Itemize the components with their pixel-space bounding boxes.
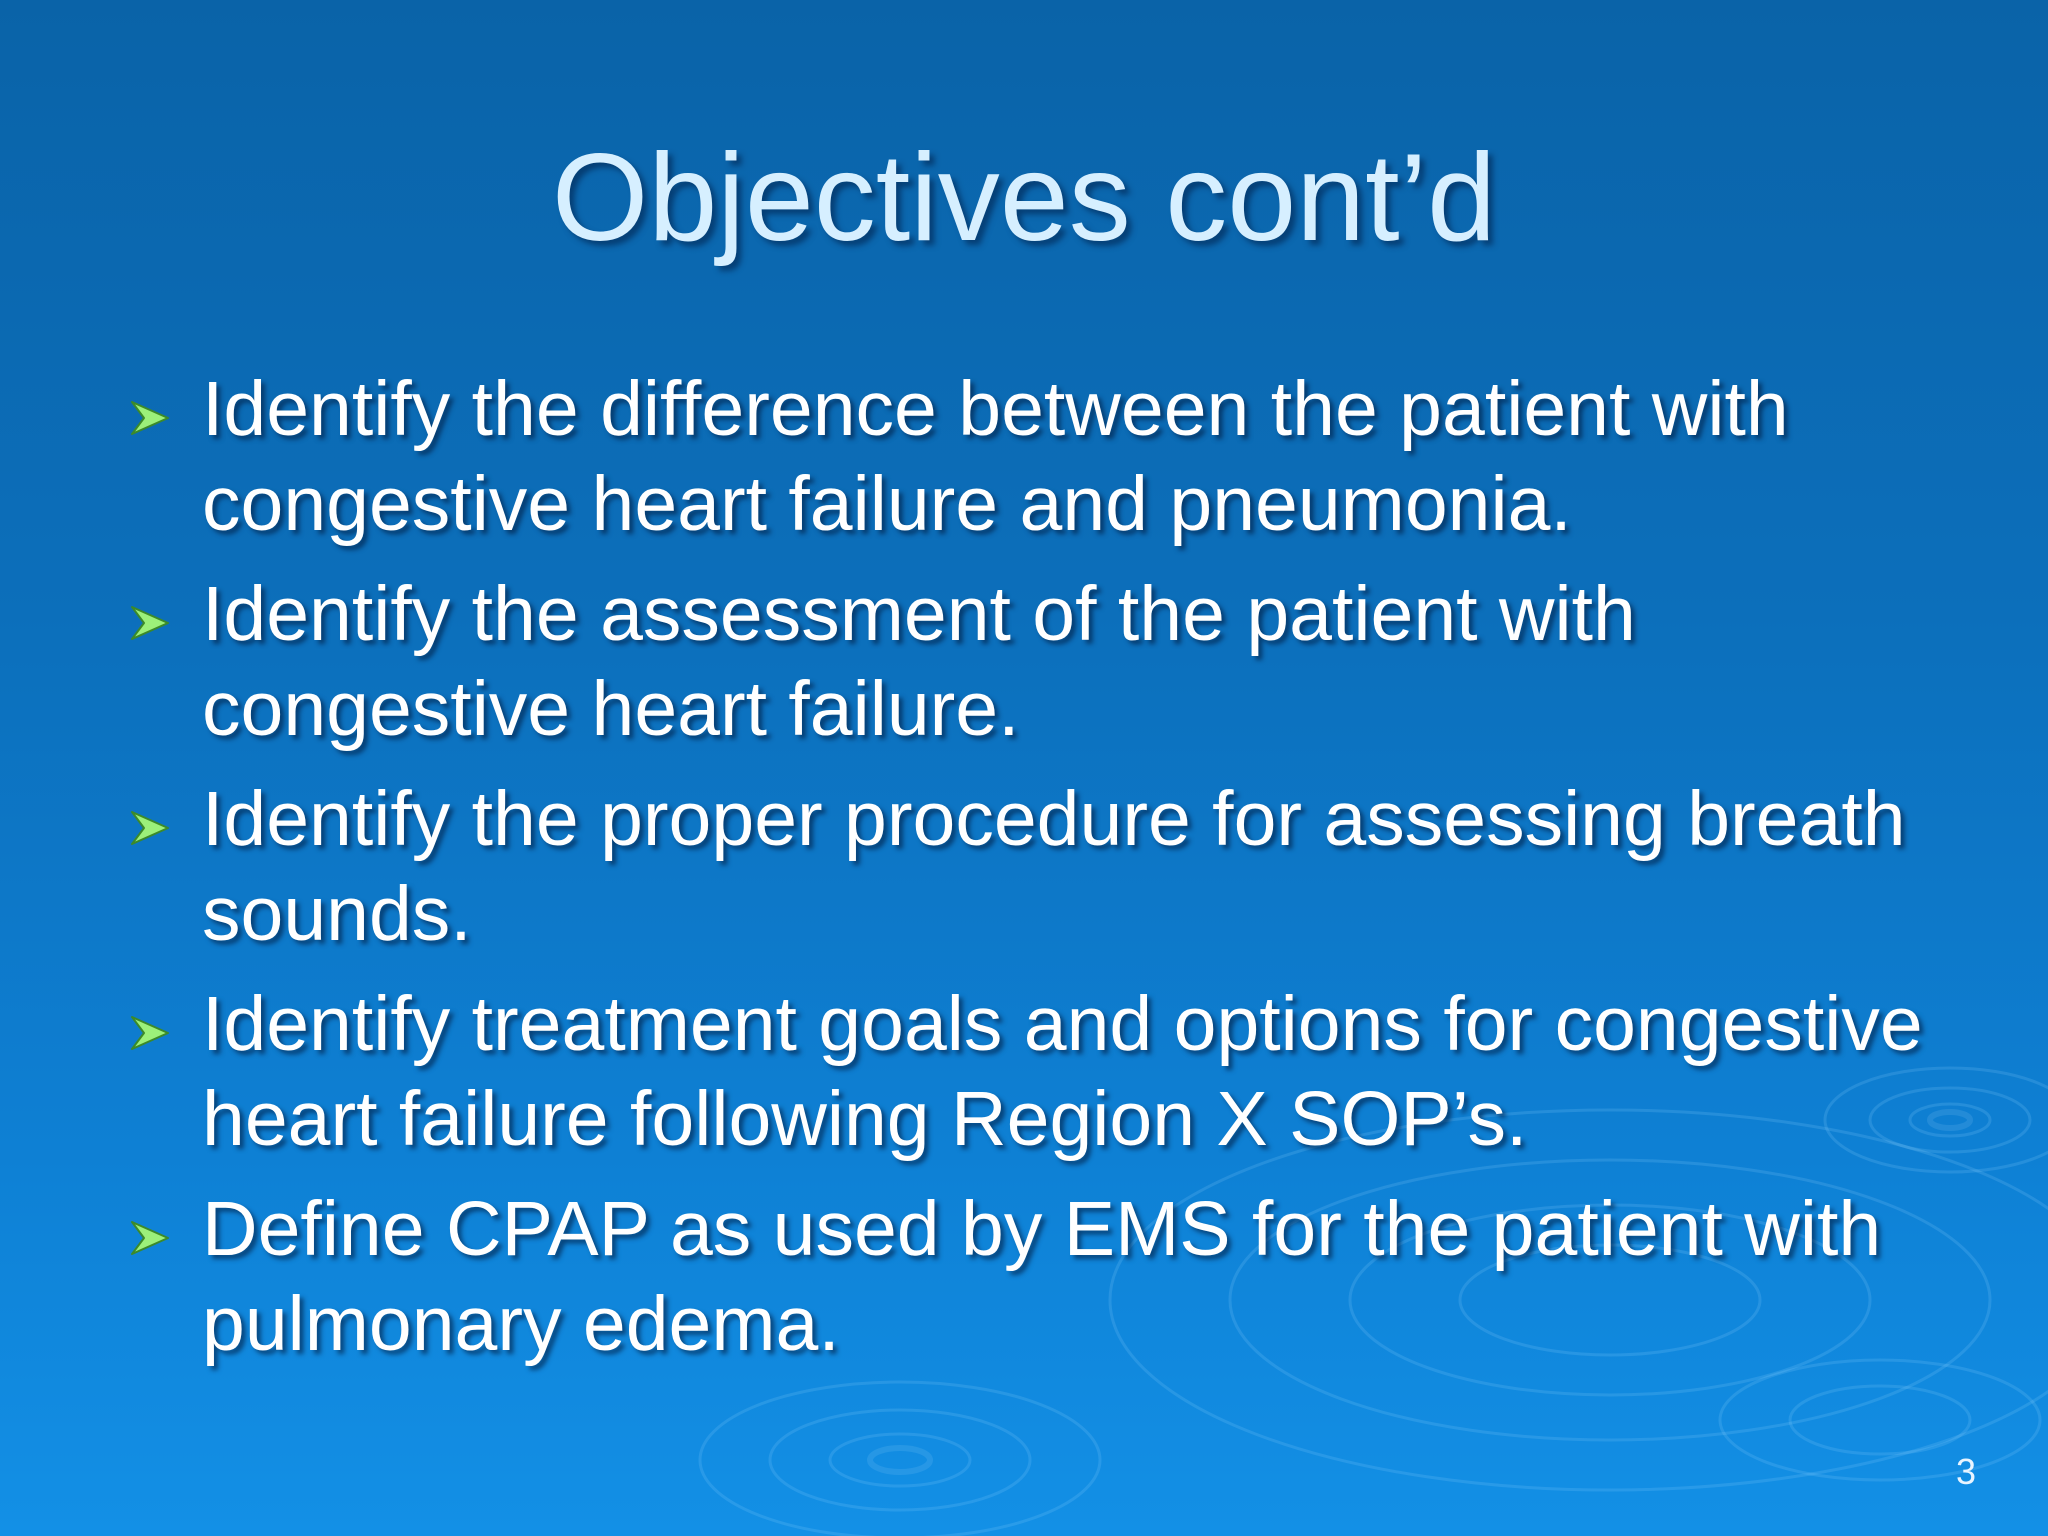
arrow-bullet-icon xyxy=(128,1011,172,1055)
objective-text: Identify the assessment of the patient with congestive heart failure. xyxy=(202,571,1636,752)
objective-text: Identify the proper procedure for assessing breath sounds. xyxy=(202,776,1906,957)
objective-item xyxy=(128,977,2008,1167)
objective-text: Identify the difference between the patient with congestive heart failure and pneumonia. xyxy=(202,366,1789,547)
objective-item xyxy=(128,1182,2008,1372)
objective-item xyxy=(128,772,2008,962)
arrow-bullet-icon xyxy=(128,806,172,850)
objective-item xyxy=(128,362,2008,552)
objective-text: Identify treatment goals and options for congestive heart failure following Region X SOP’s. xyxy=(202,981,1923,1162)
arrow-bullet-icon xyxy=(128,396,172,440)
objective-item xyxy=(128,567,2008,757)
arrow-bullet-icon xyxy=(128,1216,172,1260)
slide-title: Objectives cont’d xyxy=(551,129,1497,267)
objective-text: Define CPAP as used by EMS for the patient with pulmonary edema. xyxy=(202,1186,1882,1367)
arrow-bullet-icon xyxy=(128,601,172,645)
objectives-list xyxy=(128,362,2008,1387)
page-number: 3 xyxy=(1955,1451,1976,1492)
